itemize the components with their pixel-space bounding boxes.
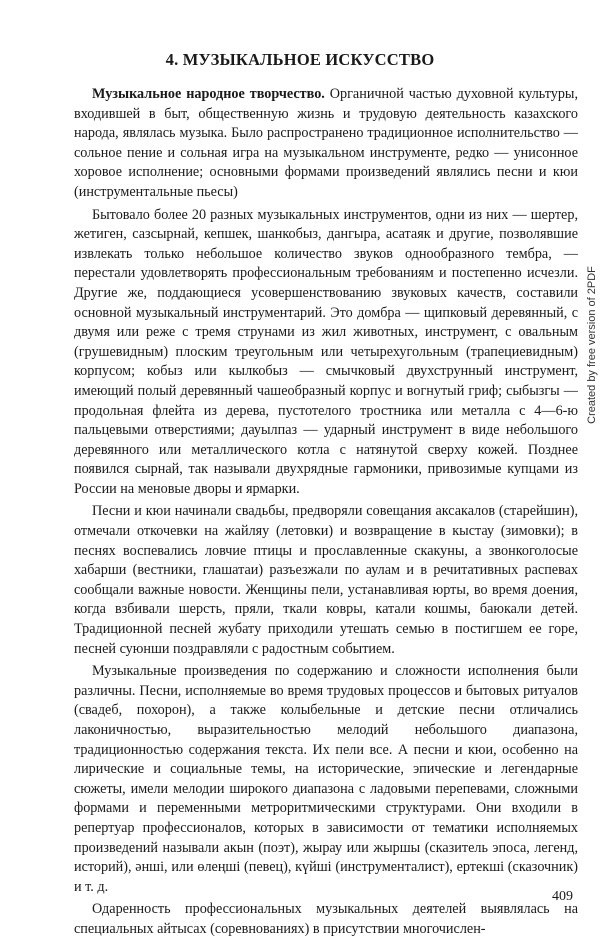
body-text [74,85,578,940]
page-title: 4. МУЗЫКАЛЬНОЕ ИСКУССТВО [165,50,435,69]
paragraph-1 [74,85,578,203]
paragraph-text: Музыкальные произведения по содержанию и сложности исполнения были различны. Песни, исполняемые во время трудовых процессов и бытовых ритуалов (свадеб, похорон), а также колыбельные и детские песни отличались лаконичностью, выразительностью мелодий небольшого диапазона, традиционностью содержания текста. Их пели все. А песни и кюи, особенно на лирические и социальные темы, на исторические, эпические и легендарные сюжеты, имели мелодии широкого диапазона с ладовыми перепевами, сложными формами и переменными метроритмическими структурами. Они входили в репертуар профессионалов, которых в зависимости от тематики исполняемых произведений называли акын (поэт), жырау или жыршы (сказитель эпоса, легенд, историй), әнші, или өлеңші (певец), күйші (инструменталист), ертекші (сказочник) и т. д. [74,663,578,895]
paragraph-2 [74,206,578,500]
page-number: 409 [552,889,573,904]
paragraph-3 [74,502,578,659]
paragraph-text: Одаренность профессиональных музыкальных деятелей выявлялась на специальных айтысах (соревнованиях) в присутствии многочислен- [74,901,578,937]
paragraph-5 [74,900,578,939]
watermark-note: Created by free version of 2PDF [586,266,598,424]
paragraph-text: Органичной частью духовной культуры, входившей в быт, общественную жизнь и трудовую деятельность казахского народа, являлась музыка. Было распространено традиционное исполнительство — сольное пение и сольная игра на музыкальном инструменте, редко — унисонное хоровое исполнение; основными формами произведений являлись песни и кюи (инструментальные пьесы) [74,86,578,200]
paragraph-4 [74,662,578,897]
paragraph-lead-in: Музыкальное народное творчество. [92,86,325,102]
paragraph-text: Бытовало более 20 разных музыкальных инструментов, одни из них — шертер, жетиген, сазсырнай, кепшек, шанкобыз, дангыра, асатаяк и другие, позволявшие извлекать только небольшое количество звуков однообразного тембра, — перестали удовлетворять профессиональным требованиям и постепенно исчезли. Другие же, поддающиеся усовершенствованию звуковых качеств, составили основной музыкальный инструментарий. Это домбра — щипковый деревянный, с двумя или реже с тремя струнами из жил животных, инструмент, с овальным (грушевидным) плоским треугольным или четырехугольным (трапециевидным) корпусом; кобыз или кылкобыз — смычковый двухструнный инструмент, имеющий полый деревянный чашеобразный корпус и вогнутый гриф; сыбызгы — продольная флейта из дерева, пустотелого тростника или металла с 4—6-ю пальцевыми отверстиями; дауылпаз — ударный инструмент в виде небольшого деревянного или металлического котла с натянутой сверху кожей. Позднее появился сырнай, так называли двухрядные гармоники, привозимые купцами из России на меновые дворы и ярмарки. [74,206,578,497]
paragraph-text: Песни и кюи начинали свадьбы, предворяли совещания аксакалов (старейшин), отмечали откочевки на жайляу (летовки) и возвращение в кыстау (зимовки); в песнях воспевались ловчие птицы и прославленные скакуны, а звонкоголосые хабарши (вестники, глашатаи) разъезжали по аулам и в речитативных распевах сообщали важные новости. Женщины пели, устанавливая юрты, во время доения, когда взбивали шерсть, пряли, ткали ковры, катали кошмы, баюкали детей. Традиционной песней жубату приходили утешать семью в постигшем ее горе, песней суюнши поздравляли с радостным событием. [74,503,578,657]
